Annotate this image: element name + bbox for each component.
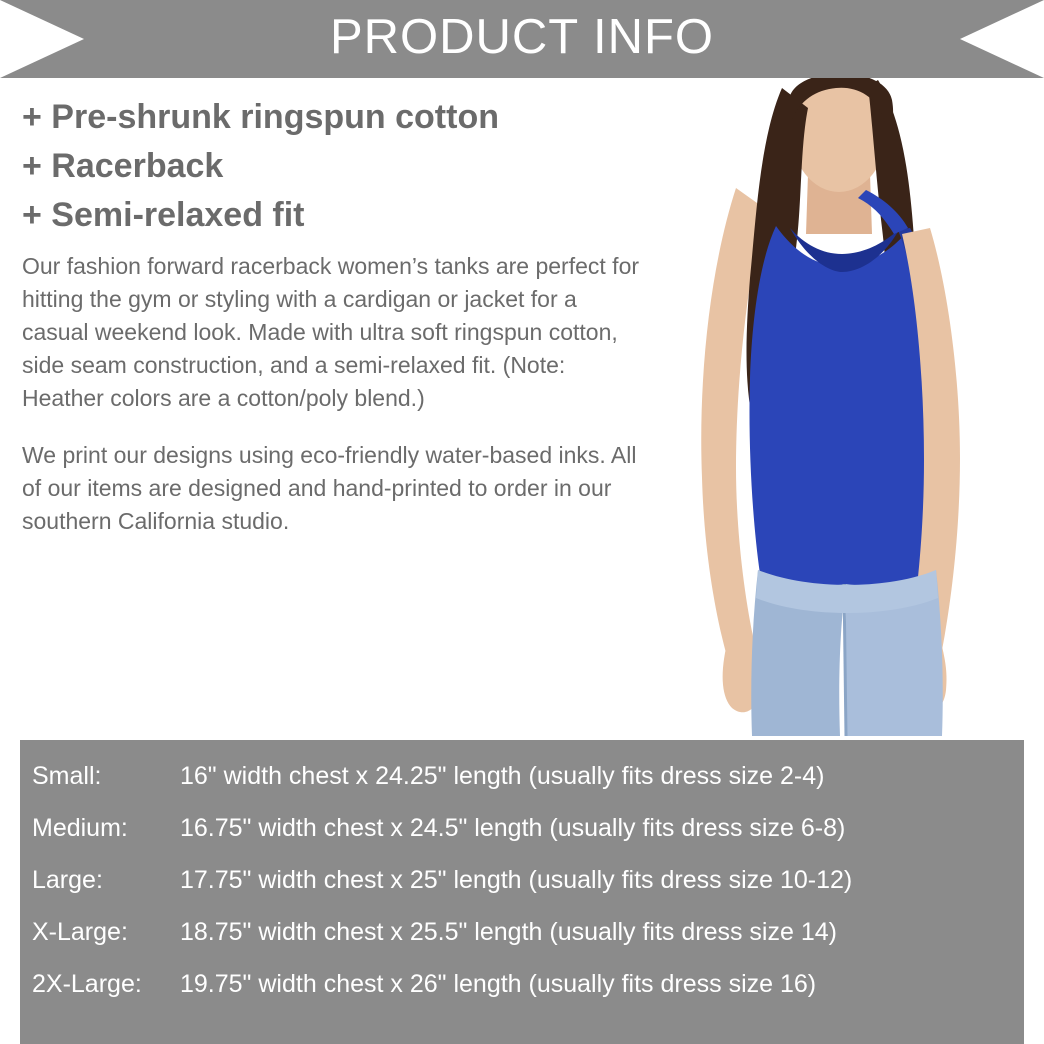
size-measurements: 19.75" width chest x 26" length (usually fits dress size 16) xyxy=(180,970,817,998)
size-row xyxy=(32,816,1024,868)
description-paragraph-2: We print our designs using eco-friendly water-based inks. All of our items are designed and hand-printed to order in our southern California studio. xyxy=(22,441,637,534)
description-paragraph-1: Our fashion forward racerback women’s tanks are perfect for hitting the gym or styling with a cardigan or jacket for a casual weekend look. Made with ultra soft ringspun cotton, side seam construction, and a semi-relaxed fit. (Note: Heather colors are a cotton/poly blend.) xyxy=(22,253,640,411)
size-label: Small: xyxy=(32,762,102,790)
size-label: Large: xyxy=(32,866,103,894)
product-info-text xyxy=(22,96,642,537)
size-label: Medium: xyxy=(32,814,128,842)
size-measurements: 17.75" width chest x 25" length (usually fits dress size 10-12) xyxy=(180,866,853,894)
size-label: X-Large: xyxy=(32,918,128,946)
page-title: PRODUCT INFO xyxy=(329,9,715,64)
product-photo xyxy=(640,78,1044,736)
feature-item-3: + Semi-relaxed fit xyxy=(22,195,305,234)
size-row xyxy=(32,920,1024,972)
size-measurements: 16" width chest x 24.25" length (usually fits dress size 2-4) xyxy=(180,762,825,790)
product-info-banner xyxy=(0,0,1044,78)
size-measurements: 18.75" width chest x 25.5" length (usually fits dress size 14) xyxy=(180,918,837,946)
feature-item-2: + Racerback xyxy=(22,146,224,185)
feature-item-1: + Pre-shrunk ringspun cotton xyxy=(22,98,499,136)
size-label: 2X-Large: xyxy=(32,970,142,998)
size-row xyxy=(32,972,1024,1024)
size-row xyxy=(32,764,1024,816)
size-row xyxy=(32,868,1024,920)
size-chart xyxy=(20,740,1024,1044)
size-measurements: 16.75" width chest x 24.5" length (usually fits dress size 6-8) xyxy=(180,814,846,842)
model-illustration xyxy=(640,78,1044,736)
